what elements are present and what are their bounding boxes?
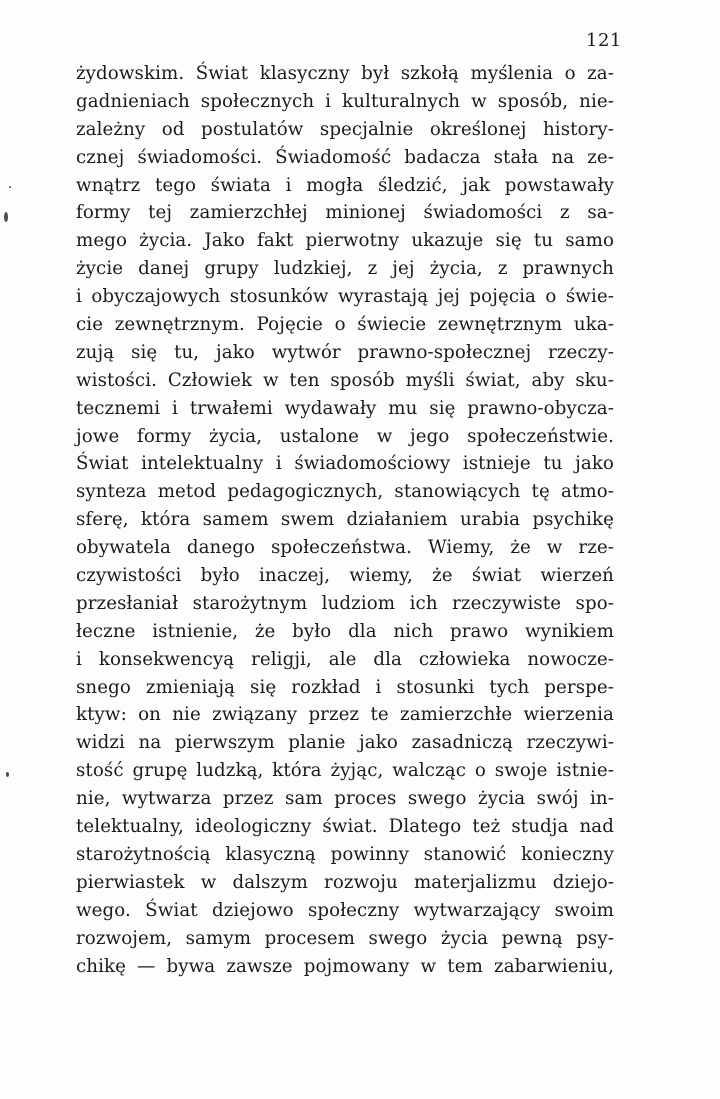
text-line: formy tej zamierzchłej minionej świadomości z sa- <box>76 202 614 224</box>
text-line: mego życia. Jako fakt pierwotny ukazuje się tu samo <box>76 230 614 252</box>
text-line: wnątrz tego świata i mogła śledzić, jak powstawały <box>76 174 614 196</box>
page-number: 121 <box>586 30 622 51</box>
text-line: gadnieniach społecznych i kulturalnych w sposób, nie- <box>76 90 614 112</box>
text-line: widzi na pierwszym planie jako zasadniczą rzeczywi- <box>76 732 614 754</box>
scan-speck <box>9 186 11 188</box>
text-line: stość grupę ludzką, która żyjąc, walcząc o swoje istnie- <box>76 760 614 782</box>
text-line: życie danej grupy ludzkiej, z jej życia, z prawnych <box>76 258 614 280</box>
text-line: łeczne istnienie, że było dla nich prawo wynikiem <box>76 620 614 642</box>
text-line: wego. Świat dziejowo społeczny wytwarzający swoim <box>76 899 614 921</box>
body-text <box>76 60 614 980</box>
text-line: czywistości było inaczej, wiemy, że świat wierzeń <box>76 565 614 587</box>
text-line: pierwiastek w dalszym rozwoju materjalizmu dziejo- <box>76 871 614 893</box>
scan-speck <box>6 772 9 777</box>
text-line: nie, wytwarza przez sam proces swego życia swój in- <box>76 788 614 810</box>
text-line: rozwojem, samym procesem swego życia pewną psy- <box>76 927 614 949</box>
text-line: synteza metod pedagogicznych, stanowiących tę atmo- <box>76 481 614 503</box>
text-line: zależny od postulatów specjalnie określonej history- <box>76 118 614 140</box>
text-line: tecznemi i trwałemi wydawały mu się prawno-obycza- <box>76 397 614 419</box>
text-line: snego zmieniają się rozkład i stosunki tych perspe- <box>76 676 614 698</box>
text-line: ktyw: on nie związany przez te zamierzchłe wierzenia <box>76 704 614 726</box>
text-line: cznej świadomości. Świadomość badacza stała na ze- <box>76 146 614 168</box>
text-line: przesłaniał starożytnym ludziom ich rzeczywiste spo- <box>76 592 614 614</box>
text-line: żydowskim. Świat klasyczny był szkołą myślenia o za- <box>76 63 614 84</box>
text-line: zują się tu, jako wytwór prawno-społecznej rzeczy- <box>76 341 614 363</box>
text-line: obywatela danego społeczeństwa. Wiemy, że w rze- <box>76 537 614 559</box>
scan-speck <box>4 212 8 222</box>
text-line: i obyczajowych stosunków wyrastają jej pojęcia o świe- <box>76 286 614 308</box>
text-line: i konsekwencyą religji, ale dla człowieka nowocze- <box>76 648 614 670</box>
text-line: chikę — bywa zawsze pojmowany w tem zabarwieniu, <box>76 955 614 977</box>
text-line: Świat intelektualny i świadomościowy istnieje tu jako <box>76 453 614 475</box>
text-line: wistości. Człowiek w ten sposób myśli świat, aby sku- <box>76 369 614 391</box>
text-line: starożytnością klasyczną powinny stanowić konieczny <box>76 843 614 865</box>
text-line: jowe formy życia, ustalone w jego społeczeństwie. <box>76 425 614 447</box>
text-line: cie zewnętrznym. Pojęcie o świecie zewnętrznym uka- <box>76 314 614 336</box>
text-line: sferę, która samem swem działaniem urabia psychikę <box>76 509 614 531</box>
text-line: telektualny, ideologiczny świat. Dlatego też studja nad <box>76 816 614 838</box>
